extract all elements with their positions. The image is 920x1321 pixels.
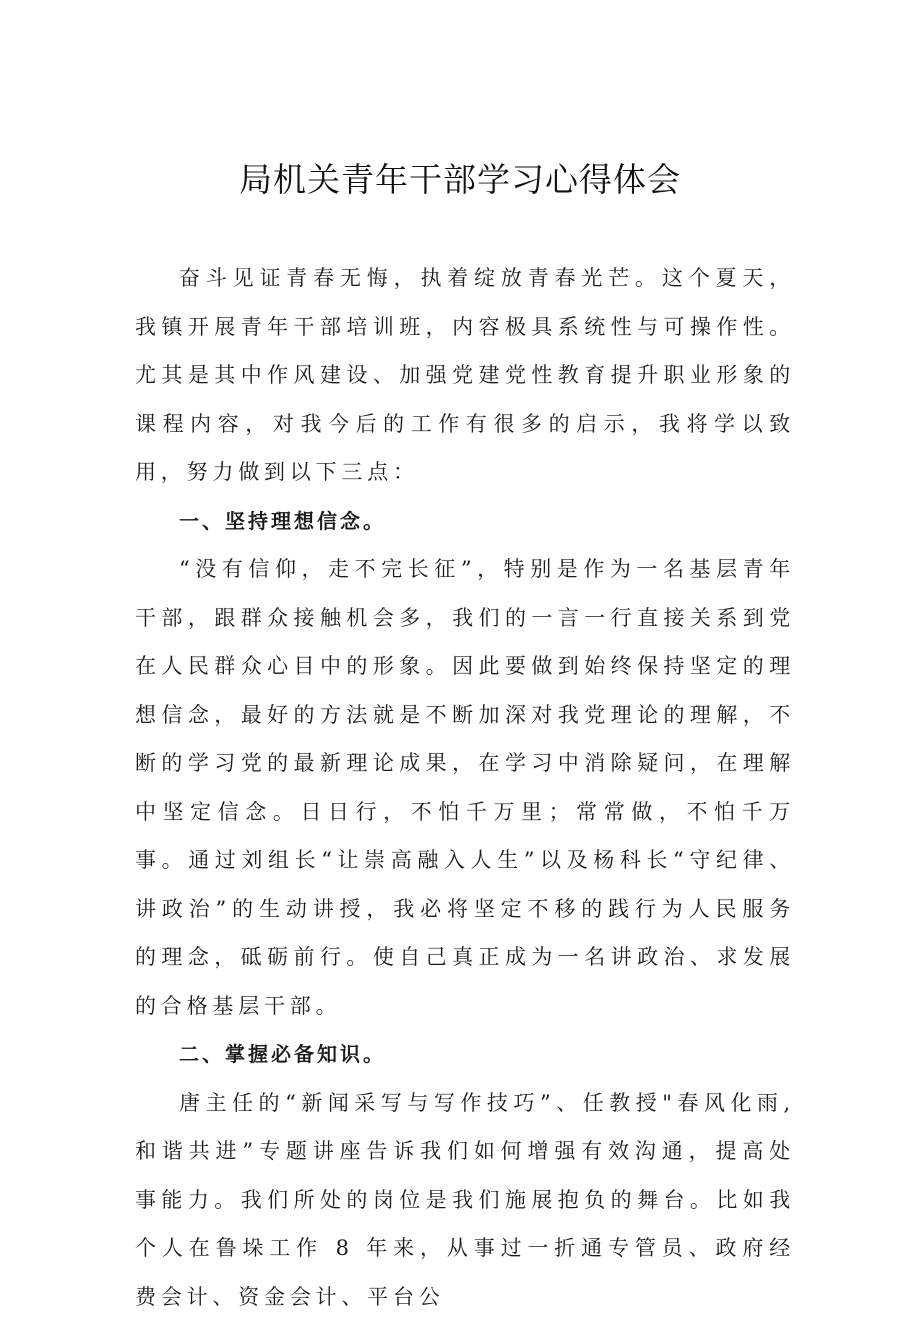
document-body [135, 254, 795, 1321]
page-title: 局机关青年干部学习心得体会 [0, 158, 920, 202]
section-heading-1: 一、坚持理想信念。 [135, 497, 795, 546]
section-1-paragraph: “没有信仰，走不完长征”，特别是作为一名基层青年干部，跟群众接触机会多，我们的一言一行直接关系到党在人民群众心目中的形象。因此要做到始终保持坚定的理想信念，最好的方法就是不断加深对我党理论的理解，不断的学习党的最新理论成果，在学习中消除疑问，在理解中坚定信念。日日行，不怕千万里；常常做，不怕千万事。通过刘组长“让崇高融入人生”以及杨科长“守纪律、讲政治”的生动讲授，我必将坚定不移的践行为人民服务的理念，砥砺前行。使自己真正成为一名讲政治、求发展的合格基层干部。 [135, 545, 795, 1030]
section-heading-2: 二、掌握必备知识。 [135, 1030, 795, 1079]
intro-paragraph: 奋斗见证青春无悔，执着绽放青春光芒。这个夏天，我镇开展青年干部培训班，内容极具系统性与可操作性。尤其是其中作风建设、加强党建党性教育提升职业形象的课程内容，对我今后的工作有很多的启示，我将学以致用，努力做到以下三点： [135, 254, 795, 497]
section-2-paragraph: 唐主任的“新闻采写与写作技巧”、任教授"春风化雨,和谐共进”专题讲座告诉我们如何增强有效沟通，提高处事能力。我们所处的岗位是我们施展抱负的舞台。比如我个人在鲁垛工作 8 年来，从事过一折通专管员、政府经费会计、资金会计、平台公 [135, 1079, 795, 1321]
